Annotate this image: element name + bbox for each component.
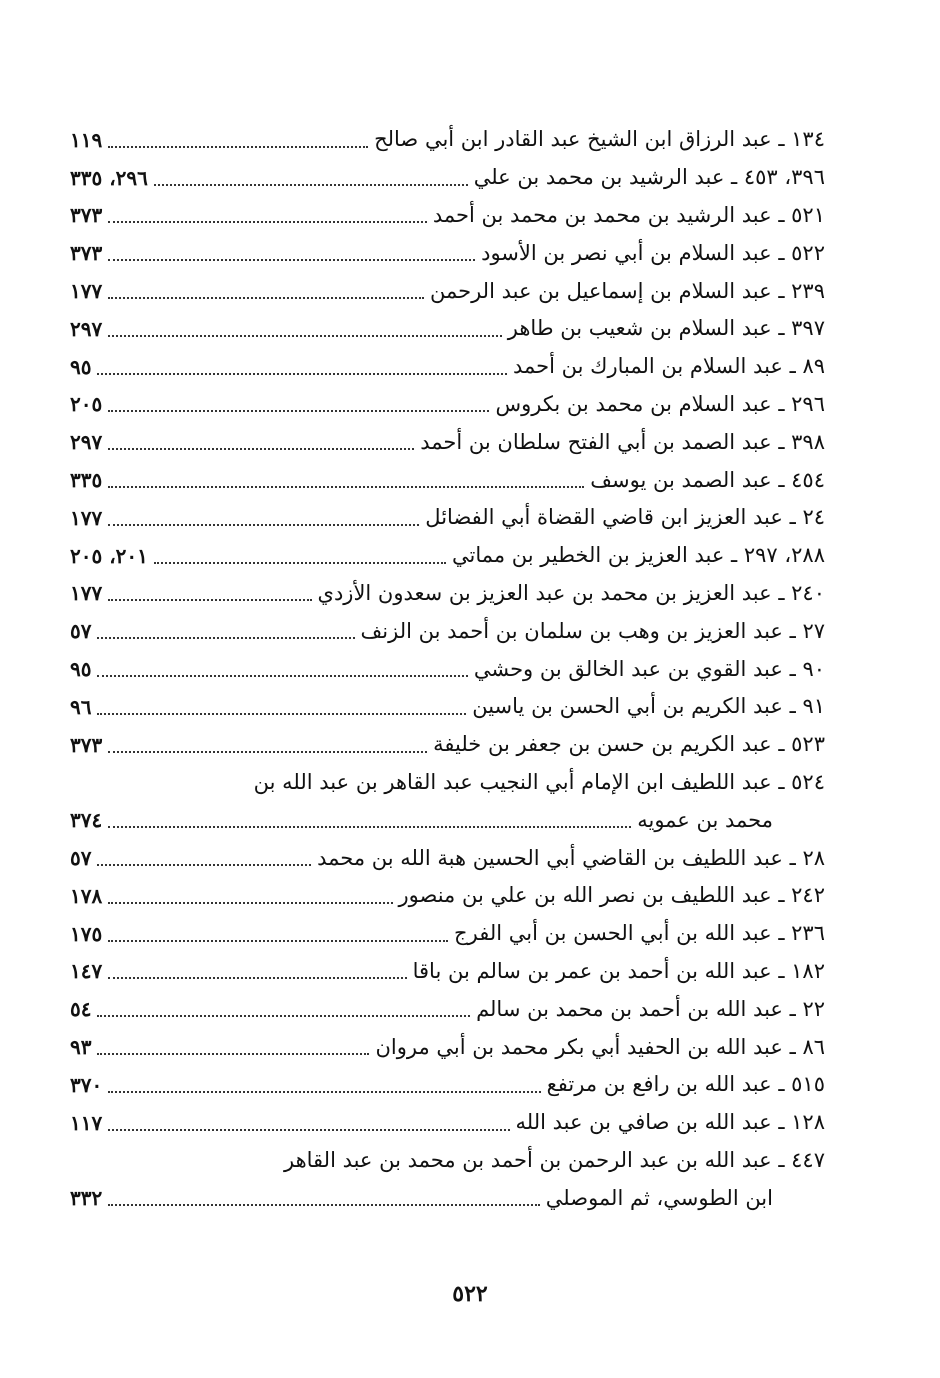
entry-name: ٤٤٧ ـ عبد الله بن عبد الرحمن بن أحمد بن محمد بن عبد القاهر: [283, 1147, 825, 1172]
dot-leader: [108, 939, 448, 942]
dot-leader: [97, 712, 466, 715]
index-entry: [70, 537, 825, 575]
entry-name: ٥٢٢ ـ عبد السلام بن أبي نصر بن الأسود: [481, 240, 825, 265]
entry-name: ٢٤ ـ عبد العزيز ابن قاضي القضاة أبي الفضائل: [425, 505, 825, 530]
dot-leader: [108, 598, 311, 601]
index-entry: [70, 499, 825, 537]
index-entry: [70, 310, 825, 348]
entry-page-ref: ٩٥: [70, 354, 92, 379]
entry-page-ref: ٩٦: [70, 694, 92, 719]
dot-leader: [108, 258, 475, 261]
entry-page-ref: ٣٧٣: [70, 732, 103, 757]
entry-page-ref: ٢٩٧: [70, 316, 103, 341]
entry-name: ١٣٤ ـ عبد الرزاق ابن الشيخ عبد القادر ابن أبي صالح: [374, 127, 825, 152]
entry-page-ref: ٣٧٤: [70, 808, 103, 833]
dot-leader: [97, 863, 311, 866]
dot-leader: [108, 825, 631, 828]
index-entry: [70, 1104, 825, 1142]
dot-leader: [108, 1128, 509, 1131]
entry-name: ابن الطوسي، ثم الموصلي: [545, 1185, 773, 1210]
entry-page-ref: ٣٧٣: [70, 203, 103, 228]
index-entry: [70, 121, 825, 159]
dot-leader: [108, 409, 489, 412]
entry-page-ref: ٩٣: [70, 1035, 92, 1060]
dot-leader: [108, 1203, 540, 1206]
index-entry: [70, 915, 825, 953]
index-entry: [70, 423, 825, 461]
entry-page-ref: ٢٠٥: [70, 392, 103, 417]
entry-name: ٩١ ـ عبد الكريم بن أبي الحسن بن ياسين: [472, 694, 825, 719]
entry-name: ٨٩ ـ عبد السلام بن المبارك بن أحمد: [512, 354, 825, 379]
entry-page-ref: ٥٤: [70, 997, 92, 1022]
entry-name: ٣٩٧ ـ عبد السلام بن شعيب بن طاهر: [507, 316, 825, 341]
index-entry: [70, 688, 825, 726]
entry-name: ٢٧ ـ عبد العزيز بن وهب بن سلمان بن أحمد بن الزنف: [360, 618, 825, 643]
index-entry: [70, 1179, 825, 1217]
entry-name: ٣٩٨ ـ عبد الصمد بن أبي الفتح سلطان بن أحمد: [420, 429, 825, 454]
entry-name: ٥٢١ ـ عبد الرشيد بن محمد بن محمد بن أحمد: [432, 202, 825, 227]
index-list: [70, 121, 825, 1217]
entry-name: ١٨٢ ـ عبد الله بن أحمد بن عمر بن سالم بن باقا: [412, 958, 825, 983]
index-entry: [70, 348, 825, 386]
index-entry: [70, 197, 825, 235]
entry-page-ref: ١٧٧: [70, 279, 103, 304]
entry-page-ref: ٣٣٢: [70, 1186, 103, 1211]
entry-name: ٢٣٩ ـ عبد السلام بن إسماعيل بن عبد الرحمن: [429, 278, 825, 303]
dot-leader: [108, 523, 419, 526]
index-entry: [70, 764, 825, 802]
entry-name: ٥٢٣ ـ عبد الكريم بن حسن بن جعفر بن خليفة: [433, 732, 825, 757]
index-entry: [70, 839, 825, 877]
entry-name: ٢٨ ـ عبد اللطيف بن القاضي أبي الحسين هبة الله بن محمد: [317, 845, 825, 870]
entry-page-ref: ٣٣٥: [70, 468, 103, 493]
entry-page-ref: ٢٠١، ٢٠٥: [70, 543, 148, 568]
dot-leader: [97, 372, 506, 375]
entry-name: ٩٠ ـ عبد القوي بن عبد الخالق بن وحشي: [473, 656, 825, 681]
index-entry: [70, 877, 825, 915]
entry-page-ref: ١٧٥: [70, 921, 103, 946]
entry-page-ref: ١٧٨: [70, 883, 103, 908]
dot-leader: [108, 447, 414, 450]
entry-page-ref: ١١٩: [70, 127, 103, 152]
entry-name: ٢٨٨، ٢٩٧ ـ عبد العزيز بن الخطير بن مماتي: [451, 543, 825, 568]
dot-leader: [108, 750, 427, 753]
entry-page-ref: ١٧٧: [70, 581, 103, 606]
index-entry: [70, 461, 825, 499]
entry-name: ٢٩٦ ـ عبد السلام بن محمد بن بكروس: [495, 391, 825, 416]
entry-name: ٣٩٦، ٤٥٣ ـ عبد الرشيد بن محمد بن علي: [473, 165, 825, 190]
entry-name: ٨٦ ـ عبد الله بن الحفيد أبي بكر محمد بن أبي مروان: [375, 1034, 825, 1059]
entry-page-ref: ٢٩٧: [70, 430, 103, 455]
index-entry: [70, 386, 825, 424]
entry-page-ref: ٥٧: [70, 619, 92, 644]
dot-leader: [108, 1090, 540, 1093]
index-entry: [70, 159, 825, 197]
index-entry: [70, 801, 825, 839]
index-entry: [70, 650, 825, 688]
dot-leader: [108, 145, 368, 148]
index-entry: [70, 990, 825, 1028]
entry-page-ref: ٢٩٦، ٣٣٥: [70, 165, 148, 190]
index-entry: [70, 234, 825, 272]
entry-name: ٢٣٦ ـ عبد الله بن أبي الحسن بن أبي الفرج: [454, 921, 825, 946]
entry-page-ref: ٣٧٣: [70, 241, 103, 266]
dot-leader: [108, 485, 584, 488]
index-entry: [70, 726, 825, 764]
dot-leader: [108, 334, 502, 337]
index-entry: [70, 953, 825, 991]
dot-leader: [108, 976, 406, 979]
dot-leader: [154, 183, 468, 186]
entry-page-ref: ١١٧: [70, 1110, 103, 1135]
entry-name: ٥١٥ ـ عبد الله بن رافع بن مرتفع: [546, 1072, 825, 1097]
entry-name: محمد بن عمويه: [637, 807, 773, 832]
entry-name: ٢٤٢ ـ عبد اللطيف بن نصر الله بن علي بن منصور: [398, 883, 825, 908]
index-entry: [70, 612, 825, 650]
entry-name: ٤٥٤ ـ عبد الصمد بن يوسف: [590, 467, 825, 492]
index-entry: [70, 272, 825, 310]
page-number: ٥٢٢: [452, 1281, 488, 1307]
entry-page-ref: ٥٧: [70, 846, 92, 871]
entry-page-ref: ١٤٧: [70, 959, 103, 984]
entry-page-ref: ٩٥: [70, 657, 92, 682]
dot-leader: [97, 636, 354, 639]
entry-name: ٢٤٠ ـ عبد العزيز بن محمد بن عبد العزيز بن سعدون الأزدي: [317, 580, 825, 605]
entry-name: ١٢٨ ـ عبد الله بن صافي بن عبد الله: [515, 1110, 825, 1135]
dot-leader: [108, 220, 427, 223]
dot-leader: [97, 674, 467, 677]
entry-page-ref: ١٧٧: [70, 505, 103, 530]
index-entry: [70, 1066, 825, 1104]
index-entry: [70, 575, 825, 613]
dot-leader: [154, 561, 446, 564]
dot-leader: [97, 1052, 369, 1055]
index-entry: [70, 1028, 825, 1066]
dot-leader: [97, 1014, 470, 1017]
entry-page-ref: ٣٧٠: [70, 1072, 103, 1097]
dot-leader: [108, 901, 392, 904]
entry-name: ٢٢ ـ عبد الله بن أحمد بن محمد بن سالم: [476, 996, 825, 1021]
dot-leader: [108, 296, 424, 299]
index-entry: [70, 1142, 825, 1180]
entry-name: ٥٢٤ ـ عبد اللطيف ابن الإمام أبي النجيب عبد القاهر بن عبد الله بن: [253, 769, 825, 794]
